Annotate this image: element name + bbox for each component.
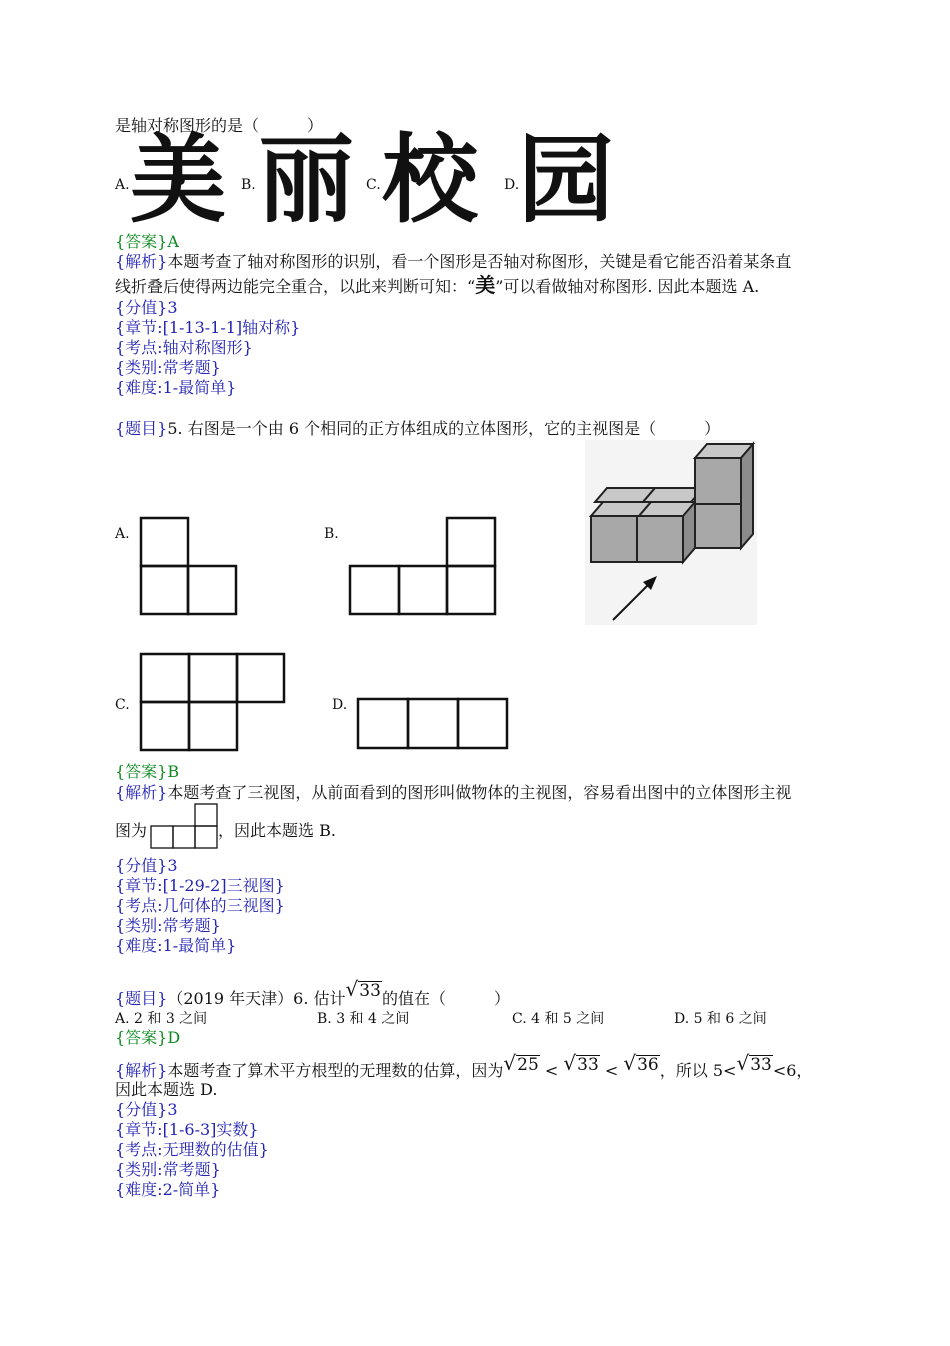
q6-difficulty: {难度:2-简单} (115, 1180, 221, 1199)
q4-option-c-label: C. (366, 177, 381, 193)
q5-analysis-line2a: 图为 (115, 821, 148, 840)
q4-option-b-char: 丽 (258, 124, 354, 236)
q5-chapter: {章节:[1-29-2]三视图} (115, 876, 285, 895)
q6-sqrt-36: √36 (623, 1051, 659, 1075)
q4-answer: {答案}A (115, 232, 179, 251)
q5-point: {考点:几何体的三视图} (115, 896, 285, 915)
q5-analysis-line2b: ，因此本题选 B. (218, 821, 336, 840)
q4-option-c-char: 校 (382, 124, 478, 236)
q4-stem: 是轴对称图形的是（ ） (115, 116, 324, 135)
q6-score: {分值}3 (115, 1100, 178, 1119)
q5-option-c-label: C. (115, 697, 130, 713)
q4-option-d-label: D. (504, 177, 520, 193)
q6-analysis-line1: {解析}本题考查了算术平方根型的无理数的估算，因为√25 < √33 < √36，所以 5<√33<6， (115, 1051, 813, 1080)
q6-category: {类别:常考题} (115, 1160, 221, 1179)
q5-option-a-label: A. (115, 526, 130, 542)
q6-sqrt-33: √33 (563, 1051, 599, 1075)
q4-option-b-label: B. (241, 177, 256, 193)
q6-option-c: C. 4 和 5 之间 (512, 1011, 605, 1027)
q6-sqrt-33b: √33 (736, 1051, 772, 1075)
q5-option-d-label: D. (332, 697, 348, 713)
q6-sqrt: √33 (345, 977, 381, 1001)
q4-analysis-line2: 线折叠后使得两边能完全重合，以此来判断可知：“美”可以看做轴对称图形. 因此本题选 A. (115, 273, 760, 297)
q6-chapter: {章节:[1-6-3]实数} (115, 1120, 259, 1139)
q4-analysis-line1: {解析}本题考查了轴对称图形的识别，看一个图形是否轴对称图形，关键是看它能否沿着某条直 (115, 252, 792, 271)
q6-option-b: B. 3 和 4 之间 (317, 1011, 410, 1027)
q6-point: {考点:无理数的估值} (115, 1140, 269, 1159)
q6-option-d: D. 5 和 6 之间 (674, 1011, 767, 1027)
q4-category: {类别:常考题} (115, 358, 221, 377)
q5-answer: {答案}B (115, 762, 180, 781)
q5-option-c-figure (140, 653, 286, 751)
q5-score: {分值}3 (115, 856, 178, 875)
q5-option-b-figure (349, 517, 497, 615)
q5-stem: {题目}5. 右图是一个由 6 个相同的正方体组成的立体图形，它的主视图是（ ） (115, 419, 721, 438)
q4-option-a-label: A. (115, 177, 130, 193)
q6-sqrt-25: √25 (503, 1051, 539, 1075)
q4-point: {考点:轴对称图形} (115, 338, 253, 357)
q5-option-b-label: B. (324, 526, 339, 542)
q4-option-d-char: 园 (518, 124, 614, 236)
q5-option-a-figure (140, 517, 238, 615)
q6-stem: {题目}（2019 年天津）6. 估计√33的值在（ ） (115, 977, 510, 1008)
q6-answer: {答案}D (115, 1028, 181, 1047)
q5-analysis-line1: {解析}本题考查了三视图，从前面看到的图形叫做物体的主视图，容易看出图中的立体图形主视 (115, 783, 792, 802)
q5-category: {类别:常考题} (115, 916, 221, 935)
q6-analysis-line2: 因此本题选 D. (115, 1080, 218, 1099)
q5-difficulty: {难度:1-最简单} (115, 936, 237, 955)
q6-option-a: A. 2 和 3 之间 (115, 1011, 208, 1027)
q4-option-a-char: 美 (130, 124, 226, 236)
q5-option-d-figure (357, 698, 509, 750)
q5-analysis-front-view (150, 803, 218, 849)
q4-difficulty: {难度:1-最简单} (115, 378, 237, 397)
q5-solid-figure (585, 440, 757, 625)
q4-chapter: {章节:[1-13-1-1]轴对称} (115, 318, 301, 337)
q4-score: {分值}3 (115, 298, 178, 317)
